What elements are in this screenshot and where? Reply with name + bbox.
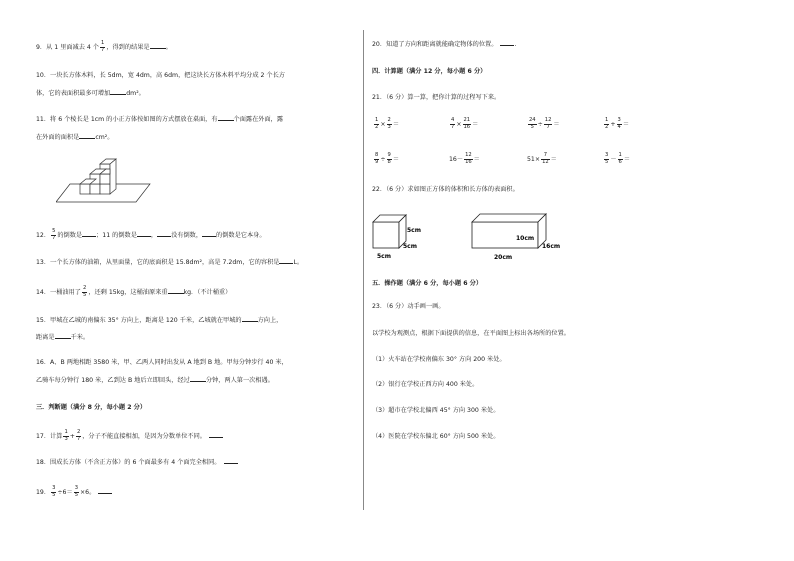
answer-blank[interactable]	[209, 437, 223, 438]
answer-blank[interactable]	[224, 463, 238, 464]
answer-blank[interactable]	[168, 293, 184, 294]
calc-r1c3: $\frac{24}{5}$ ÷ $\frac{12}{7}$ ＝	[529, 117, 560, 130]
question-12: 12． $\frac{5}{7}$ 的倒数是 ；11 的倒数是 ， 没有倒数， 的倒数是它本身。	[36, 228, 266, 241]
list-item: （1）火车站在学校南偏东 30° 方向 200 米处。	[372, 356, 506, 363]
answer-blank[interactable]	[98, 493, 112, 494]
stacked-cubes-figure	[56, 148, 156, 206]
answer-blank[interactable]	[110, 94, 126, 95]
cube-width-label: 5cm	[377, 253, 391, 260]
answer-blank[interactable]	[137, 236, 151, 237]
answer-blank[interactable]	[150, 48, 166, 49]
question-13: 13．一个长方体的油箱，从里面量，它的底面积是 15.8dm²，高是 7.2dm，它的容积是 L。	[36, 259, 304, 266]
section-4-heading: 四．计算题（满分 12 分，每小题 6 分）	[372, 68, 487, 75]
q9-fraction: $\frac{1}{7}$	[101, 40, 105, 53]
answer-blank[interactable]	[55, 338, 71, 339]
calc-r1c1: $\frac{1}{2}$ × $\frac{2}{3}$ ＝	[375, 117, 399, 130]
cube-depth-label: 5cm	[403, 243, 417, 250]
cube-height-label: 5cm	[407, 227, 421, 234]
question-16-line-2: 乙骑车每分钟行 180 米，乙到达 B 地后立即回头，经过 分钟，两人第一次相遇。	[36, 377, 274, 384]
list-item: （4）医院在学校东偏北 60° 方向 500 米处。	[372, 433, 500, 440]
answer-blank[interactable]	[242, 321, 258, 322]
list-item: （3）超市在学校北偏西 45° 方向 300 米处。	[372, 407, 500, 414]
question-18: 18．围成长方体（不含正方体）的 6 个面最多有 4 个面完全相同。	[36, 459, 238, 467]
calc-r2c4: $\frac{3}{5}$ － $\frac{1}{6}$ ＝	[605, 152, 630, 165]
question-19: 19． $\frac{3}{5}$ ÷6＝ $\frac{3}{5}$ ×6。	[36, 486, 112, 498]
cube-and-box-figure	[370, 206, 570, 262]
question-17: 17．计算 $\frac{1}{3}$ + $\frac{2}{7}$ ，分子不能直接相加，是因为分数单位不同。	[36, 430, 223, 442]
answer-blank[interactable]	[202, 236, 216, 237]
answer-blank[interactable]	[157, 236, 171, 237]
question-16-line-1: 16．A、B 两地相距 3580 米，甲、乙两人同时出发从 A 地到 B 地。甲每分钟步行 40 米，	[36, 359, 288, 366]
q14-fraction: $\frac{2}{5}$	[83, 285, 87, 298]
question-9: 9．从 1 里面减去 4 个 $\frac{1}{7}$ ，得到的结果是 。	[36, 40, 172, 53]
section-5-heading: 五．操作题（满分 6 分，每小题 6 分）	[372, 280, 483, 287]
q12-fraction: $\frac{5}{7}$	[52, 228, 56, 241]
calc-r2c2: 16－ $\frac{12}{16}$ ＝	[449, 152, 480, 165]
answer-blank[interactable]	[279, 263, 293, 264]
question-23: 23．（6 分）动手画一画。	[372, 303, 445, 310]
calc-r1c4: $\frac{1}{2}$ + $\frac{3}{4}$ ＝	[605, 117, 629, 130]
box-width-label: 20cm	[494, 254, 513, 261]
calc-r2c1: $\frac{8}{9}$ ÷ $\frac{9}{8}$ ＝	[375, 152, 399, 165]
answer-blank[interactable]	[82, 236, 96, 237]
question-11-line-2: 在外面的面积是 cm²。	[36, 134, 114, 141]
question-23-description: 以学校为观测点，根据下面提供的信息，在平面图上标出各场所的位置。	[372, 330, 570, 337]
question-20: 20．知道了方向和距离就能确定物体的位置。 .	[372, 41, 517, 48]
q9-text: 9．从 1 里面减去 4 个	[36, 44, 99, 52]
column-divider	[363, 30, 364, 510]
calc-r1c2: $\frac{4}{7}$ × $\frac{21}{16}$ ＝	[451, 117, 479, 130]
question-10-line-1: 10．一块长方体木料，长 5dm，宽 4dm，高 6dm，把这块长方体木料平均分成 2 个长方	[36, 72, 285, 79]
question-22: 22．（6 分）求如图正方体的体积和长方体的表面积。	[372, 186, 519, 193]
list-item: （2）银行在学校正西方向 400 米处。	[372, 381, 479, 388]
answer-blank[interactable]	[79, 138, 95, 139]
answer-blank[interactable]	[500, 45, 514, 46]
question-11-line-1: 11．将 6 个棱长是 1cm 的小正方体按如图的方式摆放在桌面，有 个面露在外面，露	[36, 116, 284, 123]
box-height-label: 10cm	[516, 235, 535, 242]
question-15-line-1: 15．甲城在乙城的南偏东 35° 方向上，距离是 120 千米，乙城就在甲城的 方向上，	[36, 317, 283, 324]
question-10-line-2: 体，它的表面积最多可增加 dm²。	[36, 90, 145, 97]
section-3-heading: 三．判断题（满分 8 分，每小题 2 分）	[36, 404, 147, 411]
question-15-line-2: 距离是 千米。	[36, 334, 90, 341]
question-14: 14．一桶油用了 $\frac{2}{5}$ ，还剩 15kg，这桶油原来重 kg．（不计桶重）	[36, 285, 232, 298]
question-21: 21．（6 分）算一算，把你计算的过程写下来。	[372, 94, 501, 101]
box-depth-label: 16cm	[542, 243, 561, 250]
answer-blank[interactable]	[218, 120, 234, 121]
answer-blank[interactable]	[190, 381, 206, 382]
calc-r2c3: 51× $\frac{7}{12}$ ＝	[527, 152, 557, 165]
